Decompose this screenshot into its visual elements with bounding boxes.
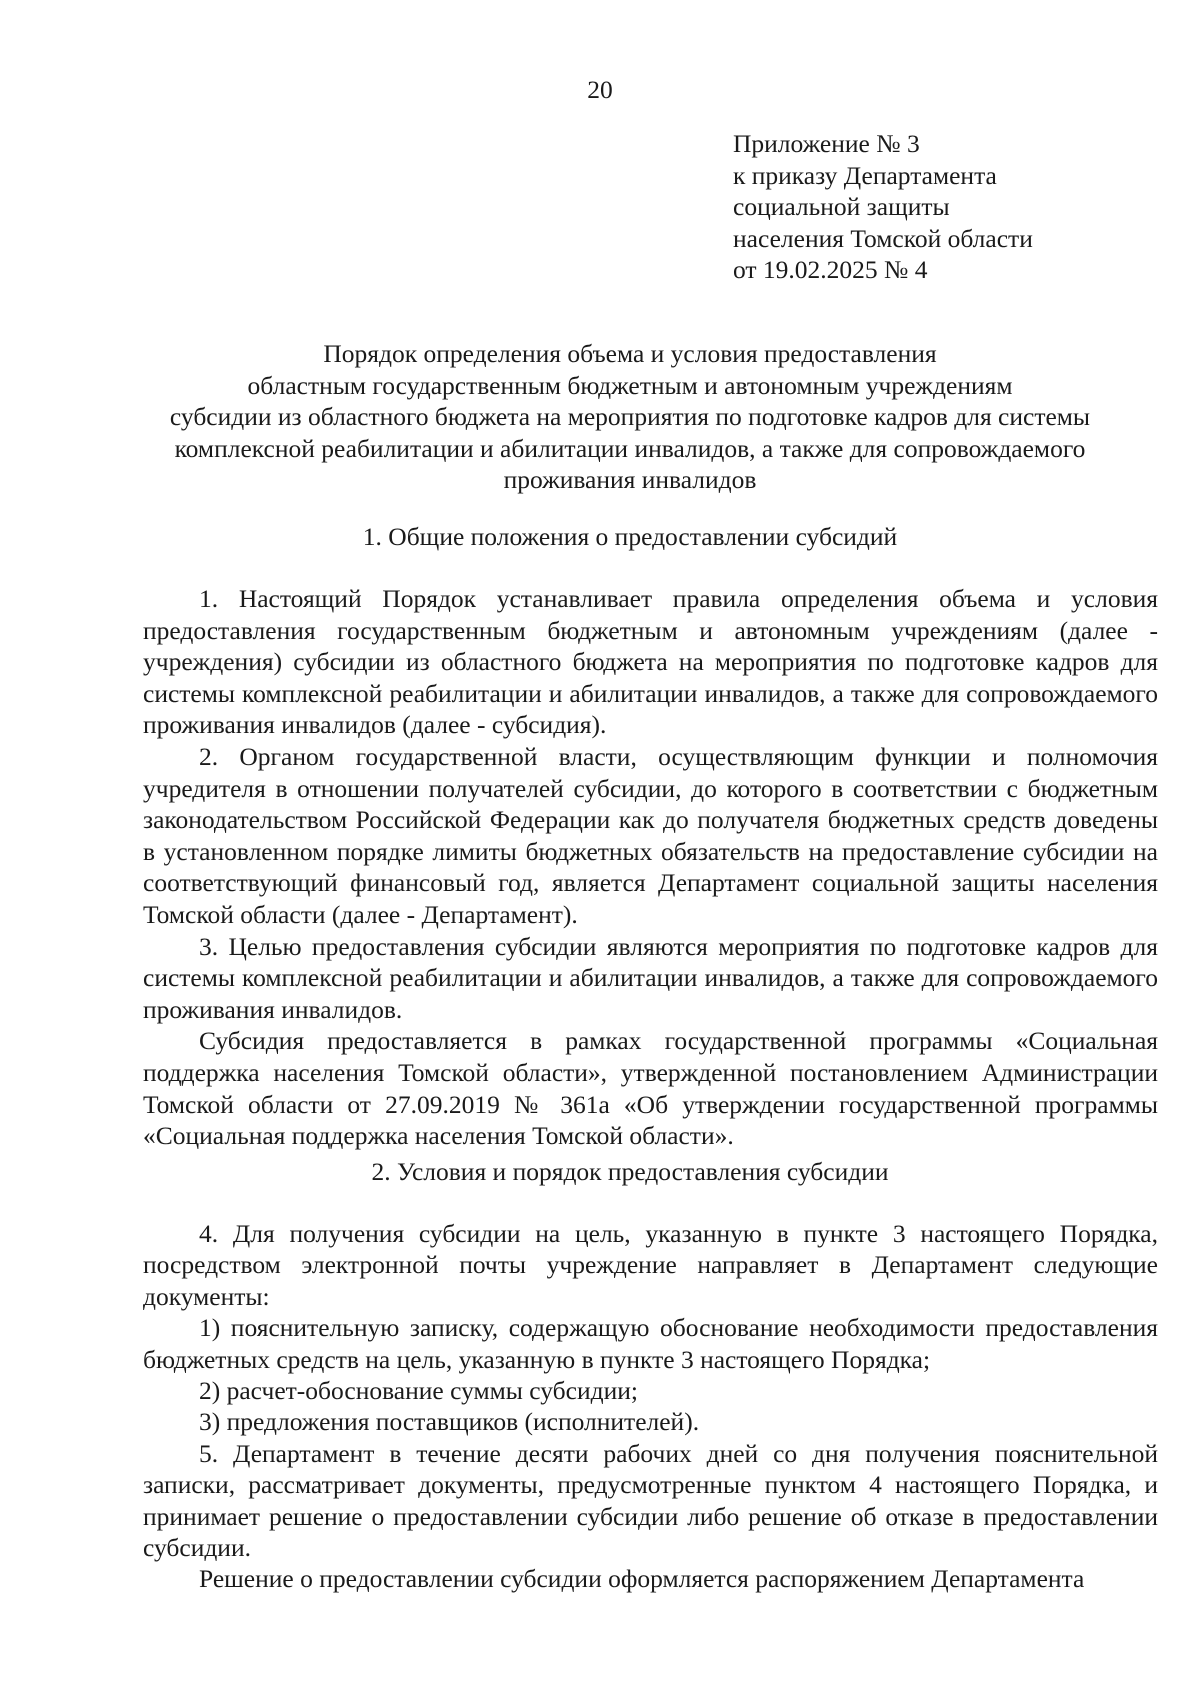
document-title — [130, 338, 1130, 496]
title-line: субсидии из областного бюджета на мероприятия по подготовке кадров для системы — [169, 402, 1091, 431]
paragraph: 5. Департамент в течение десяти рабочих дней со дня получения пояснительной записки, рассматривает документы, предусмотренные пунктом 4 настоящего Порядка, и принимает решение о предоставлении субсидии либо решение об отказе в предоставлении субсидии. — [143, 1438, 1158, 1563]
paragraph: Решение о предоставлении субсидии оформляется распоряжением Департамента — [199, 1564, 1085, 1594]
title-line: проживания инвалидов — [503, 465, 757, 494]
title-line: областным государственным бюджетным и автономным учреждениям — [247, 370, 1013, 400]
section-2-heading: 2. Условия и порядок предоставления субсидии — [371, 1157, 889, 1186]
paragraph: 4. Для получения субсидии на цель, указанную в пункте 3 настоящего Порядка, посредством электронной почты учреждение направляет в Департамент следующие документы: — [143, 1219, 1158, 1311]
paragraph: 2. Органом государственной власти, осуществляющим функции и полномочия учредителя в отношении получателей субсидии, до которого в соответствии с бюджетным законодательством Российской Федерации как до получателя бюджетных средств доведены в установленном порядке лимиты бюджетных обязательств на предоставление субсидии на соответствующий финансовый год, является Департамент социальной защиты населения Томской области (далее - Департамент). — [143, 741, 1158, 929]
section-1-body — [143, 583, 1158, 1152]
appendix-header — [733, 128, 1173, 286]
section-1-heading: 1. Общие положения о предоставлении субсидий — [362, 522, 898, 551]
appendix-line: к приказу Департамента — [733, 160, 997, 190]
section-2-body — [143, 1218, 1158, 1595]
list-item: 1) пояснительную записку, содержащую обоснование необходимости предоставления бюджетных средств на цель, указанную в пункте 3 настоящего Порядка; — [143, 1313, 1158, 1374]
title-line: комплексной реабилитации и абилитации инвалидов, а также для сопровождаемого — [174, 433, 1086, 463]
list-item: 3) предложения поставщиков (исполнителей). — [199, 1407, 700, 1437]
page-number: 20 — [587, 75, 613, 104]
paragraph: 1. Настоящий Порядок устанавливает правила определения объема и условия предоставления государственным бюджетным и автономным учреждениям (далее - учреждения) субсидии из областного бюджета на мероприятия по подготовке кадров для системы комплексной реабилитации и абилитации инвалидов, а также для сопровождаемого проживания инвалидов (далее - субсидия). — [143, 584, 1158, 740]
appendix-line: социальной защиты — [733, 192, 950, 221]
appendix-line: Приложение № 3 — [733, 129, 920, 158]
appendix-line: населения Томской области — [733, 223, 1033, 253]
paragraph: 3. Целью предоставления субсидии являются мероприятия по подготовке кадров для системы комплексной реабилитации и абилитации инвалидов, а также для сопровождаемого проживания инвалидов. — [143, 931, 1158, 1024]
list-item: 2) расчет-обоснование суммы субсидии; — [199, 1376, 638, 1406]
title-line: Порядок определения объема и условия предоставления — [323, 339, 937, 368]
paragraph: Субсидия предоставляется в рамках государственной программы «Социальная поддержка населения Томской области», утвержденной постановлением Администрации Томской области от 27.09.2019 № 361а «Об утверждении государственной программы «Социальная поддержка населения Томской области». — [143, 1026, 1158, 1151]
appendix-line: от 19.02.2025 № 4 — [733, 255, 928, 284]
